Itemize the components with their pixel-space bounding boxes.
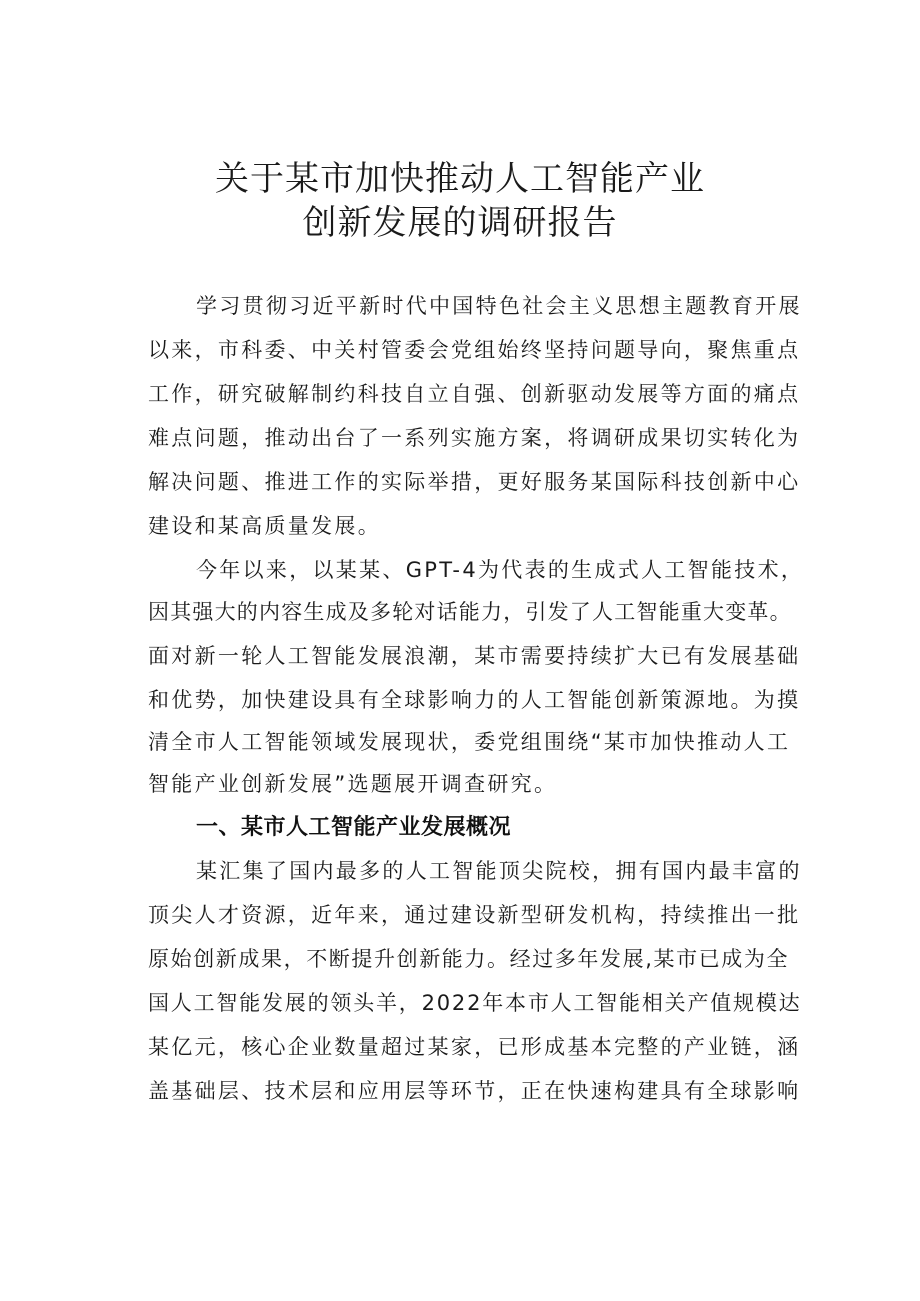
paragraph-line: 盖基础层、技术层和应用层等环节，正在快速构建具有全球影响 xyxy=(148,1079,801,1103)
paragraph-line: 智能产业创新发展”选题展开调查研究。 xyxy=(148,772,558,796)
paragraph-line: 某汇集了国内最多的人工智能顶尖院校，拥有国内最丰富的 xyxy=(196,859,802,883)
paragraph-line: 和优势，加快建设具有全球影响力的人工智能创新策源地。为摸 xyxy=(148,688,801,712)
paragraph-line: 工作，研究破解制约科技自立自强、创新驱动发展等方面的痛点 xyxy=(148,382,801,406)
paragraph-line: 以来，市科委、中关村管委会党组始终坚持问题导向，聚焦重点 xyxy=(148,338,801,362)
paragraph-line: 某亿元，核心企业数量超过某家，已形成基本完整的产业链，涵 xyxy=(148,1035,801,1059)
document-title-line-2: 创新发展的调研报告 xyxy=(302,203,618,243)
paragraph-line: 解决问题、推进工作的实际举措，更好服务某国际科技创新中心 xyxy=(148,470,801,494)
paragraph-line: 学习贯彻习近平新时代中国特色社会主义思想主题教育开展 xyxy=(196,294,802,318)
paragraph-line: 原始创新成果，不断提升创新能力。经过多年发展,某市已成为全 xyxy=(148,947,790,971)
paragraph-line: 清全市人工智能领域发展现状，委党组围绕“某市加快推动人工 xyxy=(148,730,791,754)
paragraph-line: 因其强大的内容生成及多轮对话能力，引发了人工智能重大变革。 xyxy=(148,600,792,624)
paragraph-line: 建设和某高质量发展。 xyxy=(148,514,381,538)
paragraph-line: 今年以来，以某某、GPT-4为代表的生成式人工智能技术， xyxy=(196,558,805,582)
paragraph-line: 国人工智能发展的领头羊，2022年本市人工智能相关产值规模达 xyxy=(148,991,802,1015)
document-title-line-1: 关于某市加快推动人工智能产业 xyxy=(215,159,705,199)
paragraph-line: 难点问题，推动出台了一系列实施方案，将调研成果切实转化为 xyxy=(148,426,801,450)
section-heading-1: 一、某市人工智能产业发展概况 xyxy=(196,815,512,840)
paragraph-line: 顶尖人才资源，近年来，通过建设新型研发机构，持续推出一批 xyxy=(148,903,801,927)
paragraph-line: 面对新一轮人工智能发展浪潮，某市需要持续扩大已有发展基础 xyxy=(148,644,801,668)
